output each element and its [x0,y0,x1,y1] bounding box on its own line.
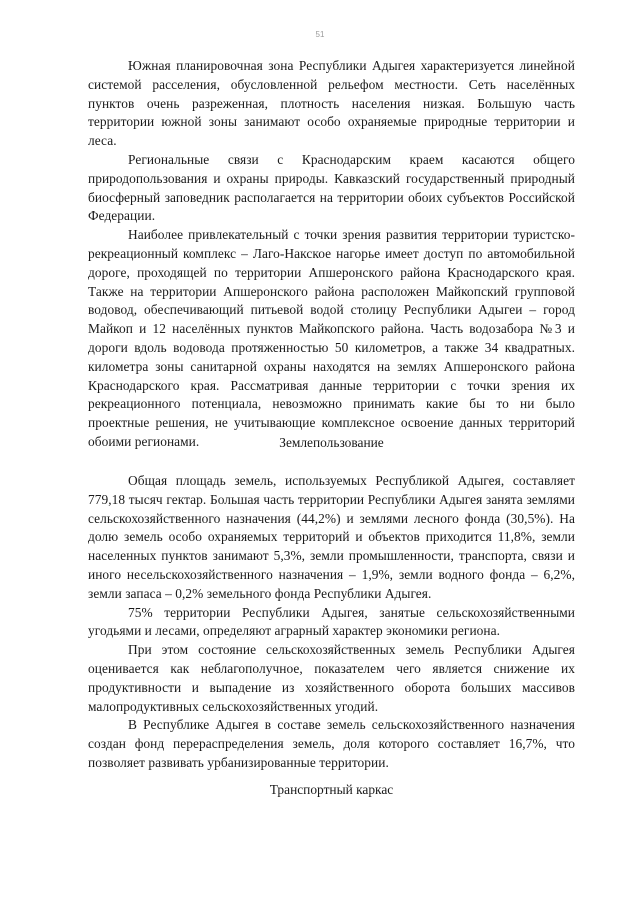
paragraph-southern-zone: Южная планировочная зона Республики Адыгея характеризуется линейной системой расселения, обусловленной рельефом местности. Сеть населённых пунктов очень разреженная, плотность населения низкая. Большую часть территории южной зоны занимают особо охраняемые природные территории и леса. [88,58,575,149]
heading-land-use: Землепользование [279,435,384,450]
paragraph-lago-naki: Наиболее привлекательный с точки зрения развития территории туристско-рекреационный комплекс – Лаго-Накское нагорье имеет доступ по автомобильной дороге, проходящей по территории Апшеронского района Краснодарского края. Также на территории Апшеронского района расположен Майкопский групповой водовод, обеспечивающий питьевой водой столицу Республики Адыгеи – город Майкоп и 12 населённых пунктов Майкопского района. Часть водозабора №3 и дороги вдоль водовода протяженностью 50 километров, а также 34 квадратных. километра зоны санитарной охраны находятся на землях Апшеронского района Краснодарского края. Рассматривая данные территории с точки зрения их рекреационного потенциала, невозможно принимать какие бы то ни было проектные решения, не учитывающие комплексное освоение данных территорий обоими регионами. [88,227,575,449]
paragraph-land-area: Общая площадь земель, используемых Республикой Адыгея, составляет 779,18 тысяч гектар. Большая часть территории Республики Адыгея занята землями сельскохозяйственного назначения (44,2%) и землями лесного фонда (30,5%). На долю земель особо охраняемых территорий и объектов приходится 11,8%, земли населенных пунктов занимают 5,3%, земли промышленности, транспорта, связи и иного несельскохозяйственного назначения – 1,9%, земли водного фонда – 6,2%, земли запаса – 0,2% земельного фонда Республики Адыгея. [88,473,575,601]
page-number: 51 [315,30,325,39]
paragraph-land-condition: При этом состояние сельскохозяйственных земель Республики Адыгея оценивается как неблагополучное, показателем чего является снижение их продуктивности и выпадение из хозяйственного оборота больших массивов малопродуктивных сельскохозяйственных угодий. [88,642,575,714]
paragraph-agrarian: 75% территории Республики Адыгея, занятые сельскохозяйственными угодьями и лесами, определяют аграрный характер экономики региона. [88,604,575,639]
paragraph-redistribution-fund: В Республике Адыгея в составе земель сельскохозяйственного назначения создан фонд перераспределения земель, доля которого составляет 16,7%, что позволяет развивать урбанизированные территории. [88,717,575,770]
paragraph-regional-links: Региональные связи с Краснодарским краем касаются общего природопользования и охраны природы. Кавказский государственный природный биосферный заповедник располагается на территории обоих субъектов Российской Федерации. [88,151,575,224]
heading-transport: Транспортный каркас [269,782,394,797]
section-land-use [88,472,575,773]
section-southern-zone [88,57,575,452]
